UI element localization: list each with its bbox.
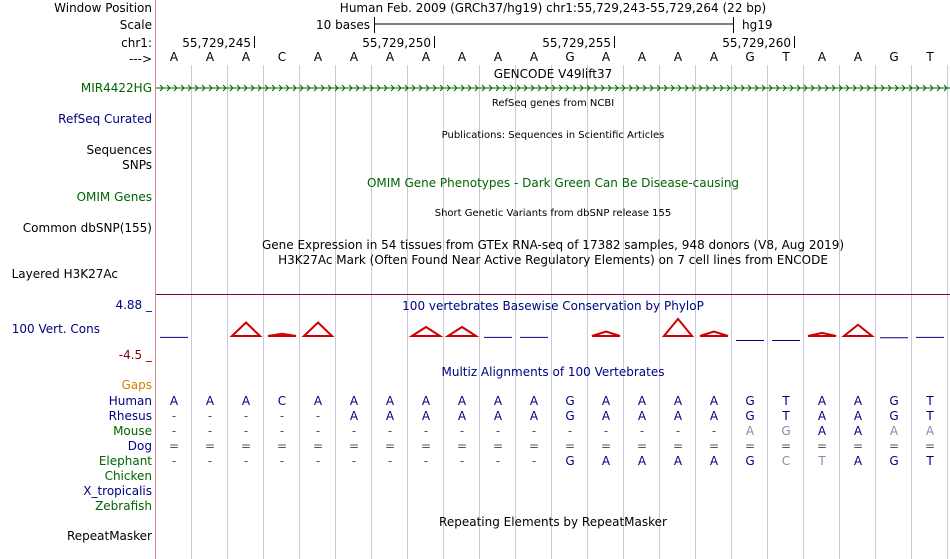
aligned-base: = — [312, 439, 324, 453]
aligned-base: - — [387, 424, 393, 438]
scale-label: Scale — [119, 18, 152, 32]
aligned-base: A — [853, 454, 863, 468]
window-position-label: Window Position — [54, 1, 152, 15]
aligned-base: - — [207, 409, 213, 423]
coordinate-tick: 55,729,250 — [341, 36, 435, 48]
track-display-area[interactable] — [156, 0, 950, 559]
coordinate-tick: 55,729,260 — [701, 36, 795, 48]
reference-base: A — [349, 50, 359, 64]
gencode-track-label[interactable]: MIR4422HG — [80, 81, 152, 95]
aligned-base: A — [385, 409, 395, 423]
aligned-base: - — [531, 424, 537, 438]
aligned-base: C — [781, 454, 791, 468]
strand-arrow-label[interactable]: ---> — [128, 52, 152, 66]
aligned-base: A — [853, 424, 863, 438]
species-label[interactable]: Human — [108, 394, 152, 408]
aligned-base: = — [888, 439, 900, 453]
coordinate-tick: 55,729,255 — [521, 36, 615, 48]
aligned-base: T — [782, 394, 790, 408]
aligned-base: = — [780, 439, 792, 453]
species-label[interactable]: Elephant — [98, 454, 152, 468]
reference-base: A — [529, 50, 539, 64]
aligned-base: A — [673, 394, 683, 408]
aligned-base: - — [171, 409, 177, 423]
aligned-base: - — [531, 454, 537, 468]
aligned-base: = — [816, 439, 828, 453]
aligned-base: - — [495, 424, 501, 438]
h3k27ac-track-title: H3K27Ac Mark (Often Found Near Active Regulatory Elements) on 7 cell lines from ENCODE — [278, 253, 828, 267]
aligned-base: = — [204, 439, 216, 453]
reference-base: G — [745, 50, 755, 64]
reference-base: A — [601, 50, 611, 64]
reference-base: T — [926, 50, 934, 64]
aligned-base: = — [492, 439, 504, 453]
aligned-base: = — [456, 439, 468, 453]
aligned-base: = — [168, 439, 180, 453]
aligned-base: - — [243, 409, 249, 423]
aligned-base: A — [529, 394, 539, 408]
scale-text: 10 bases — [316, 18, 370, 32]
refseq-track-title: RefSeq genes from NCBI — [491, 98, 615, 109]
aligned-base: - — [567, 424, 573, 438]
aligned-base: - — [603, 424, 609, 438]
reference-base: G — [565, 50, 575, 64]
aligned-base: - — [675, 424, 681, 438]
aligned-base: - — [243, 424, 249, 438]
aligned-base: A — [601, 454, 611, 468]
aligned-base: - — [351, 454, 357, 468]
cons-track-title: 100 vertebrates Basewise Conservation by PhyloP — [402, 299, 704, 313]
publications-track-title: Publications: Sequences in Scientific Articles — [441, 130, 665, 141]
scale-bar — [156, 13, 950, 37]
reference-base: A — [493, 50, 503, 64]
aligned-base: A — [421, 409, 431, 423]
aligned-base: A — [421, 394, 431, 408]
aligned-base: = — [528, 439, 540, 453]
aligned-base: T — [926, 394, 934, 408]
aligned-base: - — [279, 424, 285, 438]
aligned-base: - — [459, 454, 465, 468]
reference-base: A — [205, 50, 215, 64]
species-label[interactable]: Rhesus — [108, 409, 152, 423]
gencode-transcript-line[interactable] — [156, 81, 950, 95]
reference-base: C — [277, 50, 287, 64]
aligned-base: - — [711, 424, 717, 438]
aligned-base: - — [315, 454, 321, 468]
aligned-base: A — [313, 394, 323, 408]
aligned-base: T — [782, 409, 790, 423]
aligned-base: A — [601, 394, 611, 408]
aligned-base: A — [745, 424, 755, 438]
aligned-base: G — [565, 454, 575, 468]
aligned-base: - — [315, 424, 321, 438]
aligned-base: - — [279, 409, 285, 423]
aligned-base: G — [565, 394, 575, 408]
cons-top-border — [156, 294, 950, 295]
gaps-label: Gaps — [121, 378, 152, 392]
reference-base: A — [817, 50, 827, 64]
dbsnp-track-label[interactable]: Common dbSNP(155) — [22, 221, 152, 235]
aligned-base: A — [529, 409, 539, 423]
aligned-base: A — [709, 409, 719, 423]
aligned-base: G — [745, 454, 755, 468]
aligned-base: = — [744, 439, 756, 453]
dbsnp-track-title: Short Genetic Variants from dbSNP release 155 — [434, 208, 672, 219]
reference-base: A — [313, 50, 323, 64]
aligned-base: G — [889, 454, 899, 468]
reference-base: A — [385, 50, 395, 64]
aligned-base: A — [925, 424, 935, 438]
aligned-base: G — [781, 424, 791, 438]
aligned-base: A — [349, 409, 359, 423]
gtex-track-title: Gene Expression in 54 tissues from GTEx RNA-seq of 17382 samples, 948 donors (V8, Aug 2019) — [261, 238, 845, 252]
aligned-base: = — [240, 439, 252, 453]
aligned-base: - — [171, 454, 177, 468]
cons-track-label[interactable]: 100 Vert. Cons — [11, 322, 100, 336]
aligned-base: = — [600, 439, 612, 453]
aligned-base: A — [817, 394, 827, 408]
aligned-base: = — [672, 439, 684, 453]
aligned-base: - — [459, 424, 465, 438]
aligned-base: = — [384, 439, 396, 453]
aligned-base: A — [385, 394, 395, 408]
aligned-base: A — [853, 394, 863, 408]
aligned-base: A — [349, 394, 359, 408]
reference-base: A — [241, 50, 251, 64]
aligned-base: - — [279, 454, 285, 468]
multiz-track-title: Multiz Alignments of 100 Vertebrates — [441, 365, 665, 379]
species-label[interactable]: X_tropicalis — [83, 484, 152, 498]
track-label-sidebar — [0, 0, 155, 559]
h3k27ac-track-label[interactable]: Layered H3K27Ac — [11, 267, 118, 281]
aligned-base: G — [745, 394, 755, 408]
aligned-base: = — [348, 439, 360, 453]
aligned-base: T — [926, 409, 934, 423]
aligned-base: A — [889, 424, 899, 438]
aligned-base: A — [853, 409, 863, 423]
omim-track-label[interactable]: OMIM Genes — [76, 190, 152, 204]
cons-max-label: 4.88 _ — [115, 298, 152, 312]
aligned-base: - — [387, 454, 393, 468]
aligned-base: - — [351, 424, 357, 438]
aligned-base: T — [818, 454, 826, 468]
gencode-track-title: GENCODE V49lift37 — [493, 67, 613, 81]
phylop-peak — [844, 325, 872, 336]
aligned-base: A — [241, 394, 251, 408]
reference-base: A — [637, 50, 647, 64]
aligned-base: A — [637, 409, 647, 423]
aligned-base: - — [315, 409, 321, 423]
species-label[interactable]: Dog — [127, 439, 152, 453]
aligned-base: T — [926, 454, 934, 468]
omim-track-title: OMIM Gene Phenotypes - Dark Green Can Be Disease-causing — [366, 176, 740, 190]
aligned-base: G — [565, 409, 575, 423]
aligned-base: A — [637, 454, 647, 468]
aligned-base: = — [924, 439, 936, 453]
aligned-base: A — [205, 394, 215, 408]
aligned-base: A — [673, 454, 683, 468]
aligned-base: A — [709, 454, 719, 468]
aligned-base: = — [420, 439, 432, 453]
aligned-base: C — [277, 394, 287, 408]
aligned-base: - — [423, 454, 429, 468]
aligned-base: - — [207, 424, 213, 438]
reference-base: A — [457, 50, 467, 64]
aligned-base: = — [276, 439, 288, 453]
species-label[interactable]: Chicken — [104, 469, 152, 483]
reference-base: A — [673, 50, 683, 64]
cons-min-label: -4.5 _ — [118, 348, 152, 362]
refseq-track-label[interactable]: RefSeq Curated — [58, 112, 152, 126]
assembly-label: hg19 — [742, 18, 773, 32]
aligned-base: A — [601, 409, 611, 423]
phylop-peak — [448, 327, 476, 336]
aligned-base: - — [243, 454, 249, 468]
aligned-base: A — [493, 394, 503, 408]
aligned-base: A — [493, 409, 503, 423]
publications-track-label[interactable]: Sequences — [86, 143, 152, 157]
reference-base: T — [782, 50, 790, 64]
aligned-base: - — [207, 454, 213, 468]
coordinate-tick: 55,729,245 — [161, 36, 255, 48]
chrom-label: chr1: — [121, 36, 152, 50]
aligned-base: = — [564, 439, 576, 453]
phylop-graph[interactable] — [156, 312, 950, 356]
aligned-base: G — [889, 409, 899, 423]
aligned-base: A — [169, 394, 179, 408]
aligned-base: G — [889, 394, 899, 408]
phylop-peak — [304, 323, 332, 337]
aligned-base: - — [423, 424, 429, 438]
aligned-base: A — [457, 394, 467, 408]
aligned-base: - — [171, 424, 177, 438]
reference-base: G — [889, 50, 899, 64]
species-label[interactable]: Mouse — [113, 424, 152, 438]
aligned-base: A — [637, 394, 647, 408]
aligned-base: A — [817, 409, 827, 423]
aligned-base: = — [852, 439, 864, 453]
phylop-peak — [664, 319, 692, 336]
reference-base: A — [853, 50, 863, 64]
aligned-base: A — [817, 424, 827, 438]
repeatmasker-track-title: Repeating Elements by RepeatMasker — [439, 515, 667, 529]
reference-base: A — [709, 50, 719, 64]
phylop-peak — [412, 327, 440, 336]
aligned-base: A — [673, 409, 683, 423]
aligned-base: G — [745, 409, 755, 423]
snps-track-label[interactable]: SNPs — [122, 158, 152, 172]
aligned-base: - — [639, 424, 645, 438]
window-position-text: Human Feb. 2009 (GRCh37/hg19) chr1:55,729,243-55,729,264 (22 bp) — [339, 1, 767, 15]
phylop-peak — [232, 323, 260, 337]
aligned-base: A — [457, 409, 467, 423]
reference-base: A — [421, 50, 431, 64]
aligned-base: A — [709, 394, 719, 408]
aligned-base: - — [495, 454, 501, 468]
reference-base: A — [169, 50, 179, 64]
aligned-base: = — [636, 439, 648, 453]
aligned-base: = — [708, 439, 720, 453]
species-label[interactable]: Zebrafish — [95, 499, 152, 513]
repeatmasker-track-label[interactable]: RepeatMasker — [66, 529, 152, 543]
